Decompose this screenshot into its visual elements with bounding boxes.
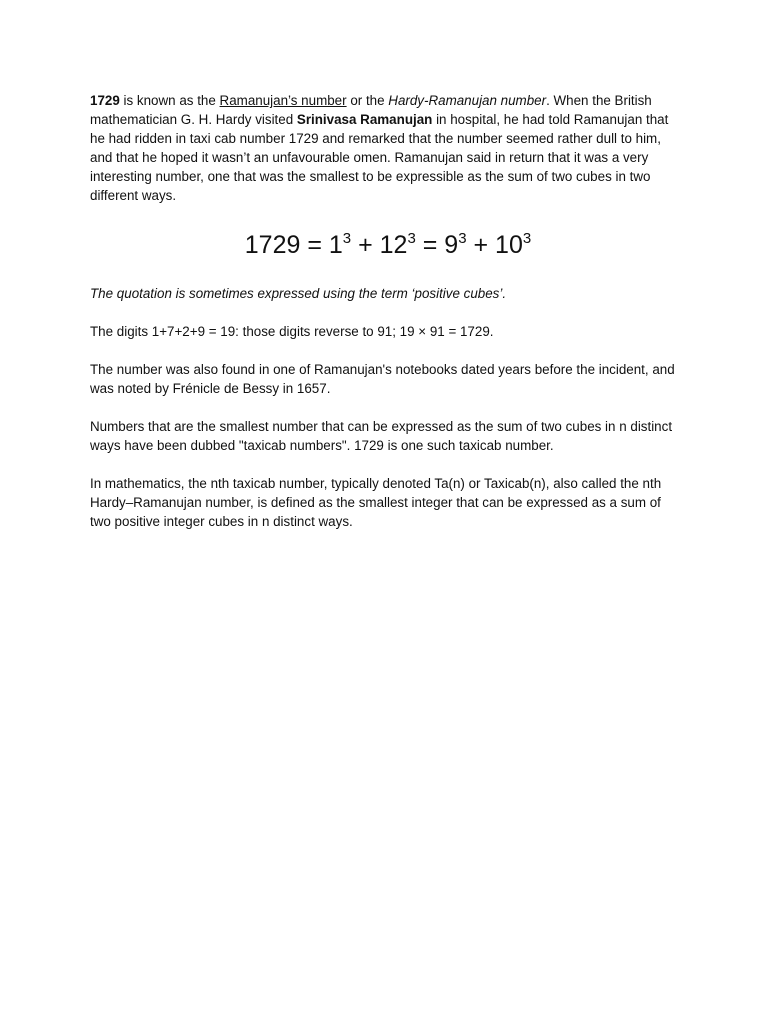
document-page — [90, 91, 682, 531]
cube-sum-formula — [90, 230, 682, 264]
exponent-4: 3 — [522, 230, 532, 247]
formula-part-3: = 9 — [415, 231, 459, 259]
formula-part-4: + 10 — [466, 231, 523, 259]
notebooks-paragraph: The number was also found in one of Ramanujan's notebooks dated years before the incident, and was noted by Frénicle de Bessy in 1657. — [90, 362, 675, 396]
intro-text-2: or the — [346, 93, 389, 108]
hardy-ramanujan-italic: Hardy-Ramanujan number — [388, 93, 547, 108]
ramanujan-number-link[interactable]: Ramanujan’s number — [219, 93, 347, 108]
exponent-2: 3 — [407, 230, 416, 247]
formula-part-2: + 12 — [351, 231, 408, 259]
intro-paragraph — [90, 91, 682, 205]
quotation-note-text: The quotation is sometimes expressed using the term ‘positive cubes’. — [90, 286, 507, 301]
exponent-1: 3 — [342, 230, 352, 247]
definition-paragraph: In mathematics, the nth taxicab number, typically denoted Ta(n) or Taxicab(n), also called the nth Hardy–Ramanujan number, is defined as the smallest integer that can be expressed as a sum of two positive integer cubes in n distinct ways. — [90, 476, 662, 529]
digits-paragraph: The digits 1+7+2+9 = 19: those digits reverse to 91; 19 × 91 = 1729. — [90, 324, 494, 339]
srinivasa-ramanujan-bold: Srinivasa Ramanujan — [296, 112, 433, 127]
formula-part-1: 1729 = 1 — [244, 231, 343, 259]
intro-text-1: is known as the — [119, 93, 220, 108]
taxicab-numbers-paragraph: Numbers that are the smallest number that can be expressed as the sum of two cubes in n distinct ways have been dubbed "taxicab numbers". 1729 is one such taxicab number. — [90, 419, 673, 453]
intro-text-3: . When the British mathematician G. H. Hardy visited — [90, 93, 652, 127]
bold-number: 1729 — [90, 93, 120, 108]
quotation-note — [90, 284, 682, 303]
intro-text-4: in hospital, he had told Ramanujan that he had ridden in taxi cab number 1729 and remarked that the number seemed rather dull to him, and that he hoped it wasn’t an unfavourable omen. Ramanujan said in return that it was a very interesting number, one that was the smallest to be expressible as the sum of two cubes in two different ways. — [90, 112, 669, 203]
exponent-3: 3 — [458, 230, 467, 247]
